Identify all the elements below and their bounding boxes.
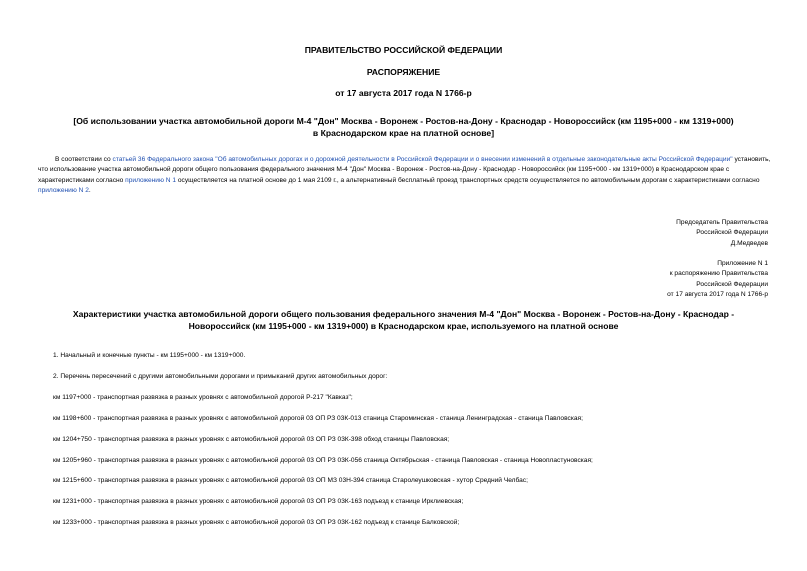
paragraph-text-middle2: осуществляется на платной основе до 1 мая 2109 г., а альтернативный бесплатный проезд транспортных средств осуществляется по автомобильным дорогам с характеристиками согласно <box>176 176 760 184</box>
law-article-link[interactable]: статьей 36 Федерального закона "Об автомобильных дорогах и о дорожной деятельности в Российской Федерации и о внесении изменений в отдельные законодательные акты Российской Федерации" <box>112 156 733 163</box>
appendix-ref: к распоряжению Правительства <box>669 270 768 278</box>
list-item: км 1215+600 - транспортная развязка в разных уровнях с автомобильной дорогой 03 ОП МЗ 03Н-394 станица Старолеушковская - хутор Средний Челбас; <box>53 477 528 484</box>
appendix-date: от 17 августа 2017 года N 1766-р <box>667 291 768 299</box>
paragraph-text-end: . <box>88 187 91 195</box>
doc-date-number: от 17 августа 2017 года N 1766-р <box>335 88 472 98</box>
body-paragraph <box>38 155 773 197</box>
signature-country: Российской Федерации <box>696 229 768 237</box>
list-item: км 1233+000 - транспортная развязка в разных уровнях с автомобильной дорогой 03 ОП РЗ 03К-162 подъезд к станице Балковской; <box>53 519 460 526</box>
list-item: км 1205+960 - транспортная развязка в разных уровнях с автомобильной дорогой 03 ОП РЗ 03К-056 станица Октябрьская - станица Павловская - станица Новопластуновская; <box>53 457 593 464</box>
doc-type-heading: РАСПОРЯЖЕНИЕ <box>366 67 441 77</box>
appendix-1-link[interactable]: приложению N 1 <box>125 176 177 184</box>
characteristics-title: Характеристики участка автомобильной дороги общего пользования федерального значения М-4 "Дон" Москва - Воронеж - Ростов-на-Дону - Краснодар - Новороссийск (км 1195+000 - км 1319+000) в Краснодарском крае, используемого на платной основе <box>72 309 735 331</box>
government-heading: ПРАВИТЕЛЬСТВО РОССИЙСКОЙ ФЕДЕРАЦИИ <box>304 45 503 55</box>
paragraph-text-middle: установить, что использование участка автомобильной дороги общего пользования федерального значения М-4 "Дон" Москва - Воронеж - Ростов-на-Дону - Краснодар - Новороссийск (км 1195+000 - км 1319+000) в Краснодарском крае с характеристиками согласно <box>38 156 771 184</box>
list-item: км 1204+750 - транспортная развязка в разных уровнях с автомобильной дорогой 03 ОП РЗ 03К-398 обход станицы Павловская; <box>53 436 450 443</box>
appendix-2-link[interactable]: приложению N 2 <box>38 187 89 195</box>
appendix-number: Приложение N 1 <box>717 260 768 267</box>
paragraph-text-prefix: В соответствии со <box>55 156 113 163</box>
list-item: 2. Перечень пересечений с другими автомобильными дорогами и примыканий других автомобильных дорог: <box>53 373 388 380</box>
list-item: км 1197+000 - транспортная развязка в разных уровнях с автомобильной дорогой Р-217 "Кавказ"; <box>53 394 353 401</box>
appendix-country: Российской Федерации <box>696 280 768 288</box>
doc-title: [Об использовании участка автомобильной дороги М-4 "Дон" Москва - Воронеж - Ростов-на-Дону - Краснодар - Новороссийск (км 1195+000 - км 1319+000) в Краснодарском крае на платной основе] <box>73 116 734 138</box>
list-item: км 1198+600 - транспортная развязка в разных уровнях с автомобильной дорогой 03 ОП РЗ 03К-013 станица Староминская - станица Ленинградская - станица Павловская; <box>53 415 583 422</box>
signature-name: Д.Медведев <box>730 239 768 247</box>
signature-position: Председатель Правительства <box>676 219 768 226</box>
list-item: км 1231+000 - транспортная развязка в разных уровнях с автомобильной дорогой 03 ОП РЗ 03К-163 подъезд к станице Ирклиевская; <box>53 498 464 505</box>
appendix-header-block <box>667 259 768 301</box>
list-item: 1. Начальный и конечные пункты - км 1195+000 - км 1319+000. <box>53 352 246 359</box>
signature-block <box>676 218 768 249</box>
